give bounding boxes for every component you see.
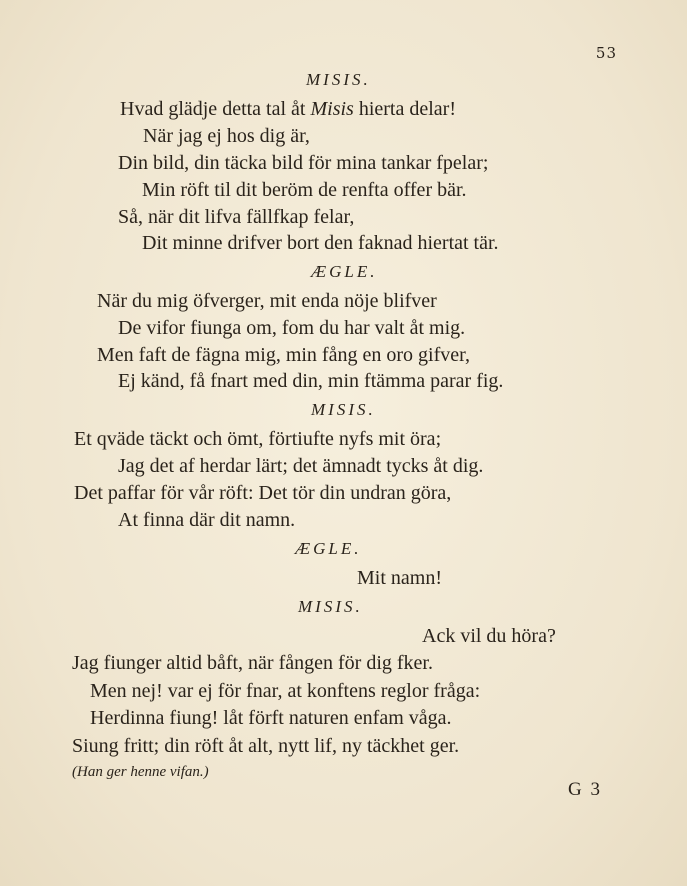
verse-text: Hvad glädje detta tal åt: [120, 98, 311, 120]
verse-line: Men faft de fägna mig, min fång en oro gifver,: [97, 344, 470, 366]
verse-line: Herdinna fiung! låt förft naturen enfam våga.: [90, 707, 452, 729]
verse-line: [120, 97, 456, 121]
verse-line: At finna där dit namn.: [118, 509, 296, 531]
signature-mark: G 3: [568, 779, 602, 800]
stage-direction: (Han ger henne vifan.): [72, 764, 209, 780]
verse-text: hierta delar!: [353, 98, 456, 120]
speaker-misis: MISIS.: [306, 70, 371, 89]
verse-line: Din bild, din täcka bild för mina tankar fpelar;: [118, 152, 489, 174]
page-number: 53: [595, 44, 617, 62]
verse-line: Jag fiunger altid båft, när fången för dig fker.: [72, 652, 433, 674]
verse-line: Dit minne drifver bort den faknad hiertat tär.: [142, 232, 499, 254]
verse-line: Det paffar för vår röft: Det tör din undran göra,: [74, 482, 452, 504]
verse-line: Min röft til dit beröm de renfta offer bär.: [142, 179, 467, 201]
verse-line: Men nej! var ej för fnar, at konftens reglor fråga:: [90, 680, 481, 702]
verse-line: Ej känd, få fnart med din, min ftämma parar fig.: [118, 370, 504, 392]
speaker-misis: MISIS.: [311, 400, 376, 419]
verse-line: Mit namn!: [357, 567, 442, 589]
verse-line: När du mig öfverger, mit enda nöje blifver: [97, 290, 437, 312]
speaker-misis: MISIS.: [298, 597, 363, 616]
verse-line: Ack vil du höra?: [422, 625, 556, 647]
speaker-aegle: ÆGLE.: [311, 262, 378, 281]
verse-line: Siung fritt; din röft åt alt, nytt lif, ny täckhet ger.: [72, 735, 460, 757]
verse-line: Et qväde täckt och ömt, förtiufte nyfs mit öra;: [74, 428, 442, 450]
verse-line: Jag det af herdar lärt; det ämnadt tycks åt dig.: [118, 455, 484, 477]
verse-line: Så, när dit lifva fällfkap felar,: [118, 206, 355, 228]
verse-line: De vifor fiunga om, fom du har valt åt mig.: [118, 317, 466, 339]
verse-name-italic: Misis: [310, 98, 354, 120]
verse-line: När jag ej hos dig är,: [143, 125, 310, 147]
speaker-aegle: ÆGLE.: [295, 539, 362, 558]
